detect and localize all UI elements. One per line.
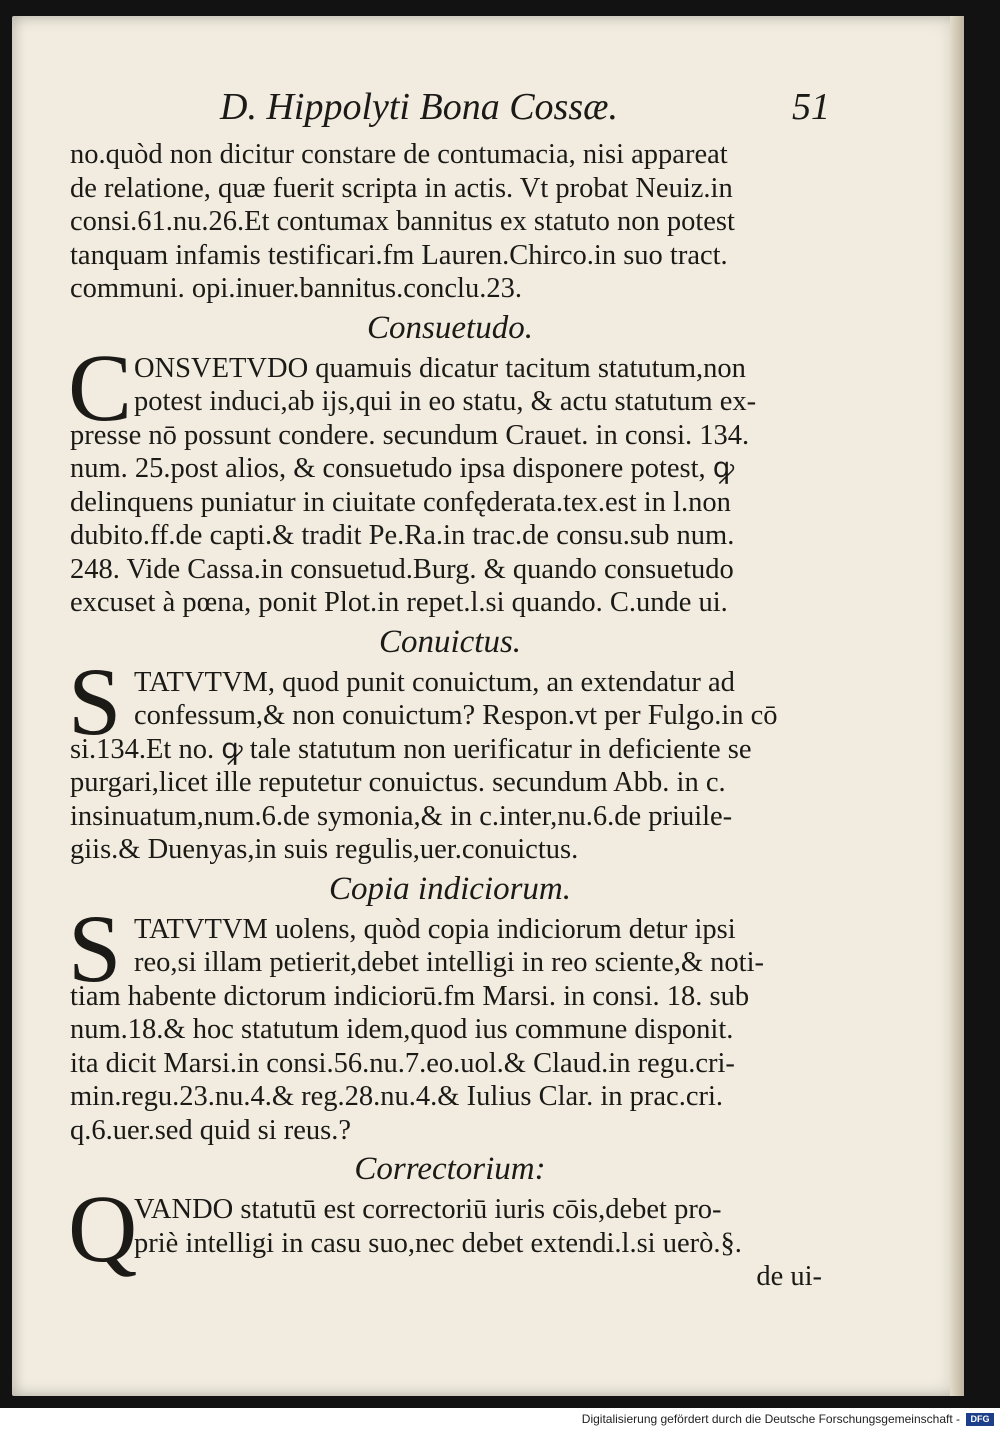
text-line: num.18.& hoc statutum idem,quod ius commune disponit. (70, 1014, 734, 1045)
paragraph-consuetudo (68, 333, 830, 620)
paragraph-1 (70, 138, 830, 306)
section-heading: Copia indiciorum. (328, 870, 571, 907)
page-edge (950, 16, 964, 1396)
text-line: presse nō possunt condere. secundum Crauet. in consi. 134. (70, 419, 750, 451)
drop-cap: S (68, 894, 122, 1002)
section-heading: Correctorium: (354, 1151, 546, 1187)
text-line: si.134.Et no. ꝙ tale statutum non uerificatur in deficiente se (70, 733, 752, 765)
footer-bar (0, 1408, 1000, 1432)
text-line: giis.& Duenyas,in suis regulis,uer.conuictus. (70, 834, 579, 865)
text-line: delinquens puniatur in ciuitate confęderata.tex.est in l.non (70, 486, 731, 518)
text-block (70, 76, 830, 1294)
text-line: confessum,& non conuictum? Respon.vt per Fulgo.in cō (134, 700, 778, 731)
section-heading: Consuetudo. (367, 309, 533, 346)
text-line: TATVTVM uolens, quòd copia indiciorum detur ipsi (134, 913, 736, 945)
text-line: potest induci,ab ijs,qui in eo statu, & actu statutum ex- (134, 386, 757, 417)
text-line: q.6.uer.sed quid si reus.? (70, 1114, 351, 1146)
running-head-title: D. Hippolyti Bona Cossæ. (220, 86, 618, 128)
dfg-logo: DFG (966, 1413, 994, 1426)
book-page (12, 16, 964, 1396)
text-line: tiam habente dictorum indiciorū.fm Marsi. in consi. 18. sub (70, 980, 750, 1012)
text-line: reo,si illam petierit,debet intelligi in reo sciente,& noti- (134, 947, 764, 978)
text-line: excuset à pœna, ponit Plot.in repet.l.si quando. C.unde ui. (70, 587, 728, 618)
text-line: VANDO statutū est correctoriū iuris cōis,debet pro- (134, 1194, 722, 1225)
running-head (70, 76, 830, 138)
drop-cap: C (68, 333, 133, 441)
text-line: ONSVETVDO quamuis dicatur tacitum statutum,non (134, 352, 746, 384)
funding-credit: Digitalisierung gefördert durch die Deutsche Forschungsgemeinschaft - (581, 1412, 960, 1426)
text-line: ita dicit Marsi.in consi.56.nu.7.eo.uol.& Claud.in regu.cri- (70, 1047, 735, 1079)
text-line: 248. Vide Cassa.in consuetud.Burg. & quando consuetudo (70, 553, 734, 585)
text-line: no.quòd non dicitur constare de contumacia, nisi appareat (70, 139, 728, 170)
text-line: communi. opi.inuer.bannitus.conclu.23. (70, 273, 522, 304)
text-line: min.regu.23.nu.4.& reg.28.nu.4.& Iulius Clar. in prac.cri. (70, 1081, 724, 1112)
text-line: dubito.ff.de capti.& tradit Pe.Ra.in trac.de consu.sub num. (70, 520, 735, 551)
text-line: consi.61.nu.26.Et contumax bannitus ex statuto non potest (70, 206, 735, 237)
drop-cap: Q (68, 1175, 138, 1282)
text-line: tanquam infamis testificari.fm Lauren.Chirco.in suo tract. (70, 239, 728, 271)
page-number: 51 (792, 86, 830, 128)
text-line: de relatione, quæ fuerit scripta in actis. Vt probat Neuiz.in (70, 172, 733, 204)
text-line: num. 25.post alios, & consuetudo ipsa disponere potest, ꝙ (70, 453, 735, 484)
text-line: TATVTVM, quod punit conuictum, an extendatur ad (134, 666, 735, 698)
text-line: purgari,licet ille reputetur conuictus. secundum Abb. in c. (70, 767, 726, 798)
section-heading: Conuictus. (378, 623, 522, 660)
text-line: priè intelligi in casu suo,nec debet extendi.l.si uerò.§. (134, 1227, 742, 1259)
paragraph-conuictus (68, 647, 830, 867)
paragraph-copia (68, 894, 830, 1148)
paragraph-correctorium (68, 1175, 830, 1294)
text-line: insinuatum,num.6.de symonia,& in c.inter,nu.6.de priuile- (70, 800, 733, 832)
drop-cap: S (68, 647, 122, 755)
catchword: de ui- (756, 1261, 822, 1292)
